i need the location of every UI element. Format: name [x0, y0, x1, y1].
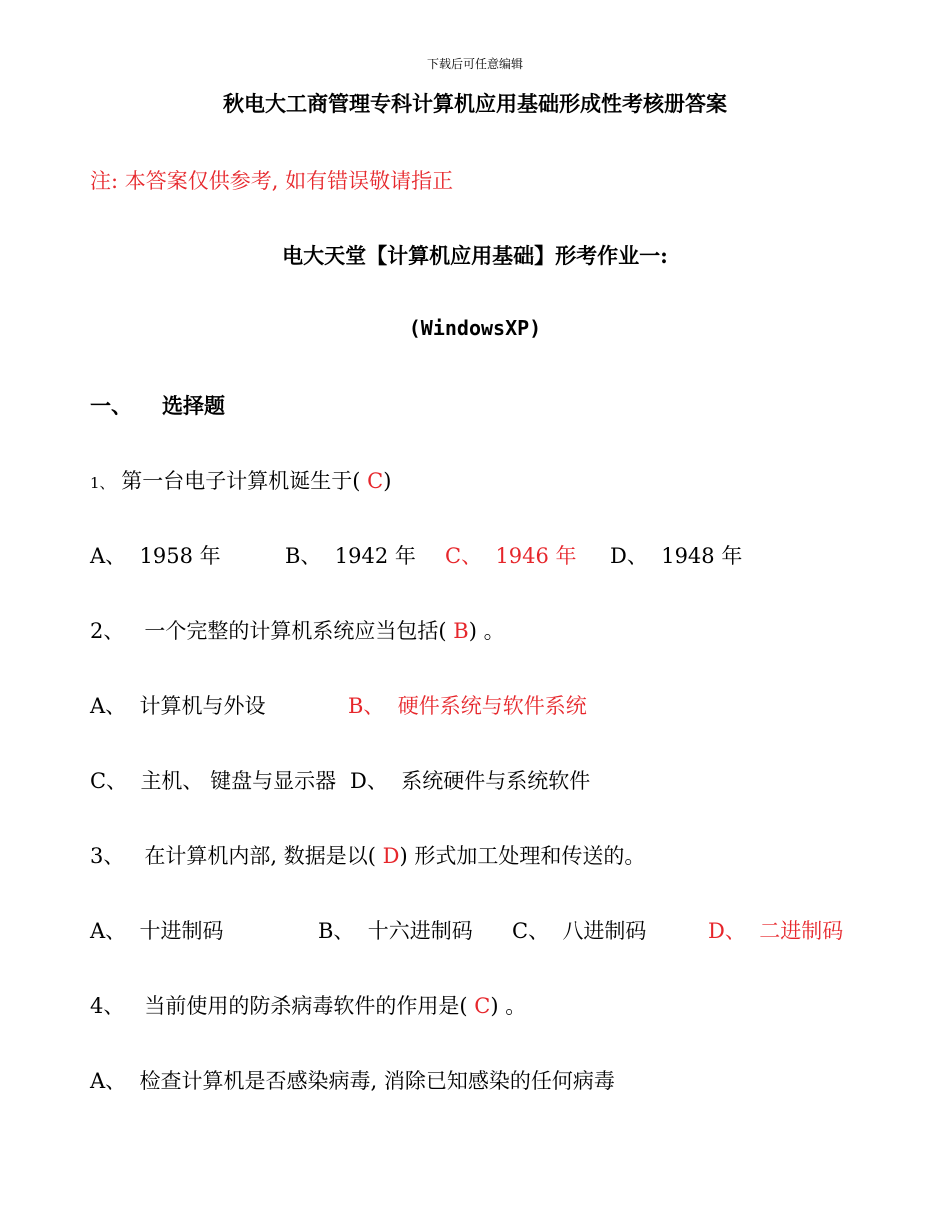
option-b: B、 1942 年: [285, 544, 416, 568]
section-number: 一、: [90, 393, 132, 418]
section-heading: [90, 390, 225, 420]
question-text: 在计算机内部, 数据是以(: [144, 844, 376, 868]
question-number: 2: [90, 619, 104, 643]
header-note: 下载后可任意编辑: [426, 57, 523, 71]
option-b-correct: B、 硬件系统与软件系统: [348, 694, 587, 718]
question-separator: 、: [103, 619, 125, 643]
option-a: A、 检查计算机是否感染病毒, 消除已知感染的任何病毒: [90, 1069, 615, 1093]
option-c: C、 八进制码: [512, 919, 647, 943]
option-d: D、 系统硬件与系统软件: [350, 769, 591, 793]
question-2: [90, 615, 505, 645]
question-text: 一个完整的计算机系统应当包括(: [144, 619, 447, 643]
question-tail: ) 。: [468, 619, 505, 643]
option-c: C、 主机、 键盘与显示器: [90, 769, 337, 793]
question-tail: ): [383, 469, 392, 493]
assignment-title: 电大天堂【计算机应用基础】形考作业一:: [282, 243, 668, 268]
question-4: [90, 990, 526, 1020]
question-answer: C: [367, 469, 384, 493]
question-tail: ) 。: [490, 994, 527, 1018]
assignment-subtitle: (WindowsXP): [408, 316, 542, 340]
question-answer: D: [382, 844, 400, 868]
question-text: 第一台电子计算机诞生于(: [121, 469, 361, 493]
option-d: D、 1948 年: [610, 544, 743, 568]
question-number: 4: [90, 994, 104, 1018]
question-number: 1: [90, 474, 100, 492]
question-answer: C: [474, 994, 491, 1018]
option-a: A、 1958 年: [90, 544, 221, 568]
option-b: B、 十六进制码: [318, 919, 473, 943]
question-1: [90, 465, 391, 495]
question-text: 当前使用的防杀病毒软件的作用是(: [144, 994, 468, 1018]
question-separator: 、: [99, 474, 115, 492]
option-a: A、 计算机与外设: [90, 694, 266, 718]
question-3: [90, 840, 645, 870]
option-d-correct: D、 二进制码: [708, 919, 844, 943]
question-separator: 、: [103, 994, 125, 1018]
question-separator: 、: [103, 844, 125, 868]
disclaimer-note: 注: 本答案仅供参考, 如有错误敬请指正: [90, 169, 454, 193]
option-a: A、 十进制码: [90, 919, 224, 943]
option-c-correct: C、 1946 年: [445, 544, 577, 568]
section-title: 选择题: [162, 393, 225, 418]
question-number: 3: [90, 844, 104, 868]
question-tail: ) 形式加工处理和传送的。: [399, 844, 646, 868]
document-title: 秋电大工商管理专科计算机应用基础形成性考核册答案: [223, 91, 727, 116]
question-answer: B: [453, 619, 469, 643]
